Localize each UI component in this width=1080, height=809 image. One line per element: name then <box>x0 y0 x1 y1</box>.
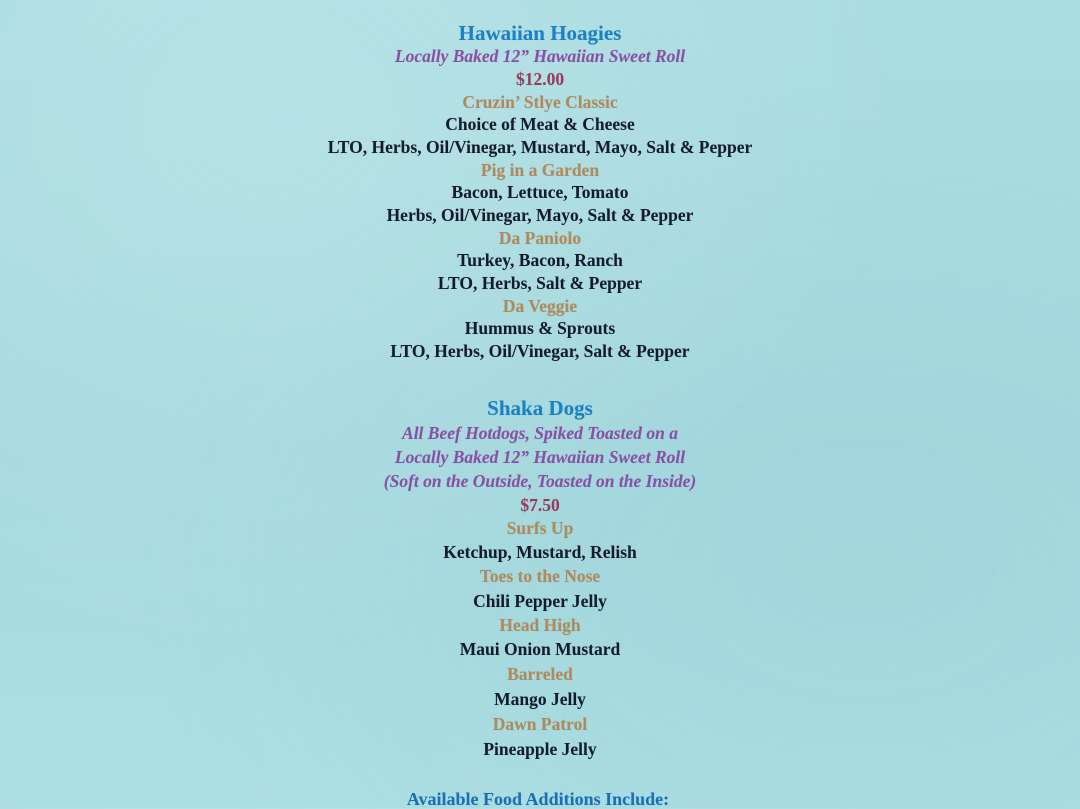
dogs-subtitle: Locally Baked 12” Hawaiian Sweet Roll <box>394 447 686 467</box>
hoagie-item-name: Cruzin’ Stlye Classic <box>462 92 618 112</box>
dog-item-description: Pineapple Jelly <box>483 739 597 759</box>
hoagie-item-description: Hummus & Sprouts <box>464 318 616 338</box>
hoagies-section-title: Hawaiian Hoagies <box>458 21 622 45</box>
food-additions-heading: Available Food Additions Include: <box>406 789 670 809</box>
dog-item-description: Mango Jelly <box>494 689 586 709</box>
hoagies-price: $12.00 <box>515 69 565 89</box>
dog-item-name: Head High <box>499 615 581 635</box>
dogs-price: $7.50 <box>520 495 560 515</box>
dog-item-name: Surfs Up <box>506 518 574 538</box>
hoagie-item-description: Turkey, Bacon, Ranch <box>457 250 623 270</box>
hoagie-item-description: LTO, Herbs, Salt & Pepper <box>437 273 643 293</box>
dog-item-description: Chili Pepper Jelly <box>473 591 607 611</box>
hoagie-item-description: LTO, Herbs, Oil/Vinegar, Mustard, Mayo, Salt & Pepper <box>327 137 753 157</box>
hoagie-item-description: LTO, Herbs, Oil/Vinegar, Salt & Pepper <box>390 341 690 361</box>
dog-item-description: Maui Onion Mustard <box>459 639 621 659</box>
dog-item-name: Toes to the Nose <box>479 566 601 586</box>
hoagie-item-name: Da Veggie <box>502 296 578 316</box>
hoagie-item-description: Bacon, Lettuce, Tomato <box>451 182 629 202</box>
dog-item-name: Barreled <box>507 664 573 684</box>
dogs-section-title: Shaka Dogs <box>487 396 593 420</box>
dog-item-name: Dawn Patrol <box>492 714 588 734</box>
hoagie-item-description: Herbs, Oil/Vinegar, Mayo, Salt & Pepper <box>386 205 694 225</box>
dogs-subtitle: (Soft on the Outside, Toasted on the Inside) <box>383 471 697 491</box>
hoagie-item-description: Choice of Meat & Cheese <box>445 114 635 134</box>
hoagie-item-name: Pig in a Garden <box>480 160 600 180</box>
dog-item-description: Ketchup, Mustard, Relish <box>443 542 637 562</box>
hoagie-item-name: Da Paniolo <box>498 228 582 248</box>
dogs-subtitle: All Beef Hotdogs, Spiked Toasted on a <box>402 423 678 443</box>
hoagies-subtitle: Locally Baked 12” Hawaiian Sweet Roll <box>394 46 686 66</box>
